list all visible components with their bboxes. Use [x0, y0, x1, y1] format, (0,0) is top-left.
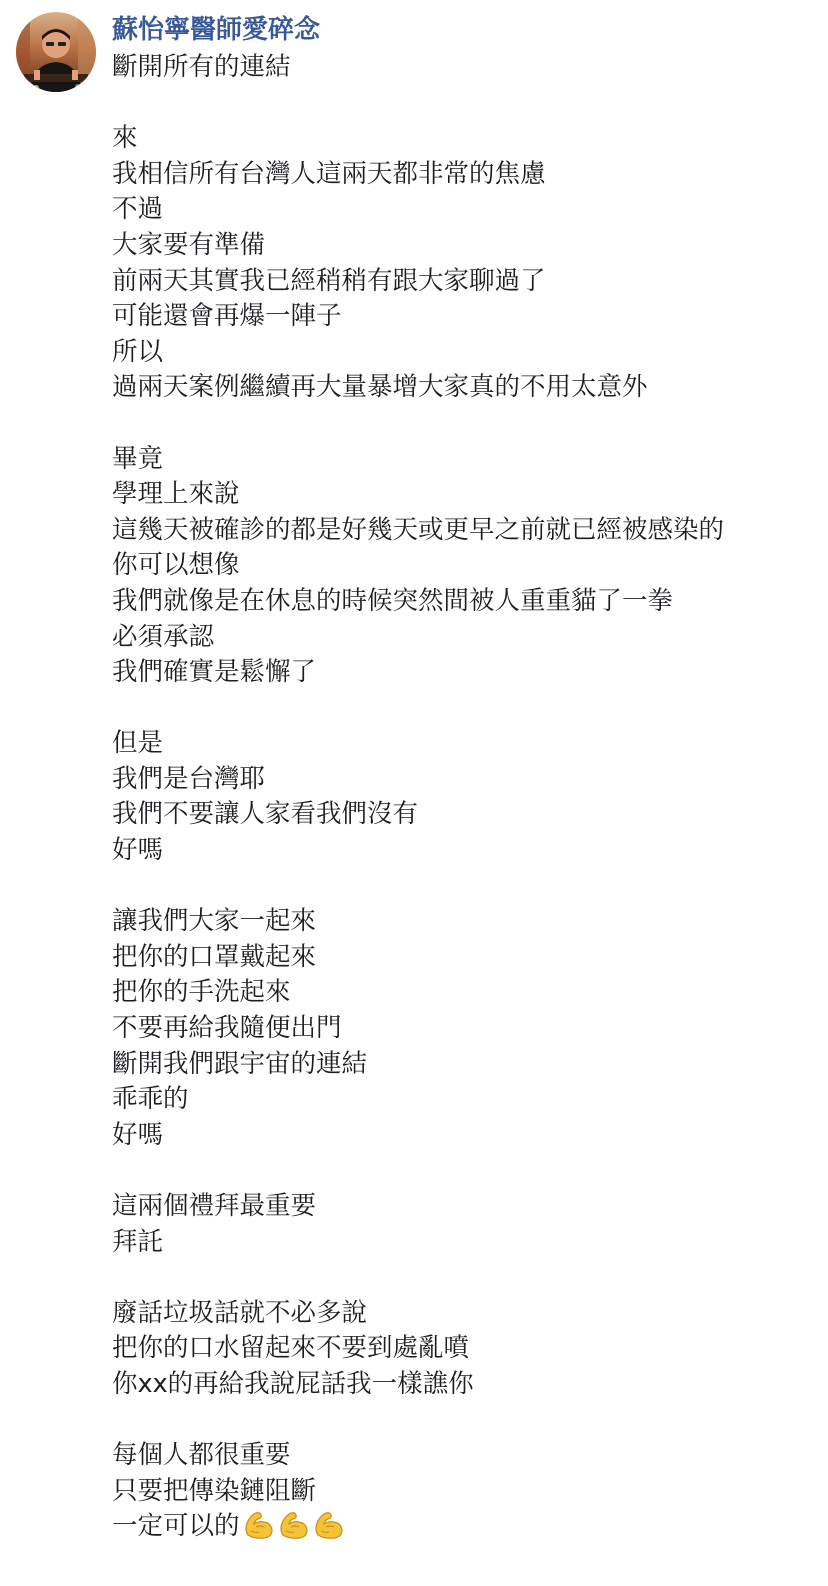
- post-line: [112, 655, 822, 691]
- paragraph-break: [112, 1403, 822, 1439]
- post-line: [112, 335, 822, 371]
- post-line-text: 好嗎: [112, 1119, 164, 1150]
- post-line-text: 每個人都很重要: [112, 1440, 291, 1471]
- post-line: [112, 1225, 822, 1261]
- post-line: [112, 584, 822, 620]
- post-line: [112, 726, 822, 762]
- post-line-text: 廢話垃圾話就不必多說: [112, 1297, 368, 1328]
- paragraph-break: [112, 406, 822, 442]
- post-line-text: 過兩天案例繼續再大量暴增大家真的不用太意外: [112, 372, 648, 403]
- post-line: [112, 1047, 822, 1083]
- post-line-text: 我們是台灣耶: [112, 763, 266, 794]
- post-line-text: 把你的手洗起來: [112, 977, 291, 1008]
- flexed-biceps-icon: [242, 1509, 274, 1539]
- post-body: [112, 50, 822, 1545]
- post-line: [112, 1189, 822, 1225]
- post-line-text: 拜託: [112, 1226, 164, 1257]
- post-line: [112, 228, 822, 264]
- post-line: [112, 1474, 822, 1510]
- post-line-text: 所以: [112, 336, 164, 367]
- post-line: [112, 548, 822, 584]
- post-line-text: 但是: [112, 728, 164, 759]
- post-line: [112, 192, 822, 228]
- post-line: [112, 1296, 822, 1332]
- post-line: [112, 1438, 822, 1474]
- paragraph-break: [112, 869, 822, 905]
- post-line-text: 可能還會再爆一陣子: [112, 301, 342, 332]
- post-line: [112, 477, 822, 513]
- post-line-text: 斷開我們跟宇宙的連結: [112, 1048, 368, 1079]
- post-line-text: 乖乖的: [112, 1084, 189, 1115]
- paragraph-break: [112, 86, 822, 122]
- post-line: [112, 797, 822, 833]
- post-line: [112, 121, 822, 157]
- author-avatar[interactable]: [16, 12, 96, 92]
- post-line: [112, 833, 822, 869]
- post-line-text: 我們不要讓人家看我們沒有: [112, 799, 419, 830]
- paragraph-break: [112, 1260, 822, 1296]
- post-line: [112, 1118, 822, 1154]
- post-line-text: 我們確實是鬆懈了: [112, 657, 317, 688]
- paragraph-break: [112, 691, 822, 727]
- post-line: [112, 370, 822, 406]
- post-line: [112, 1367, 822, 1403]
- post-line: [112, 50, 822, 86]
- flexed-biceps-icon: [312, 1509, 344, 1539]
- post-line: [112, 442, 822, 478]
- post-line-text: 大家要有準備: [112, 229, 266, 260]
- post-line-text: 不過: [112, 194, 164, 225]
- post-line-text: 好嗎: [112, 835, 164, 866]
- post-line-text: 把你的口罩戴起來: [112, 941, 317, 972]
- post-line-text: 讓我們大家一起來: [112, 906, 317, 937]
- author-name[interactable]: 蘇怡寧醫師愛碎念: [112, 15, 321, 45]
- post-line-text: 學理上來說: [112, 479, 240, 510]
- post-line-text: 前兩天其實我已經稍稍有跟大家聊過了: [112, 265, 546, 296]
- flexed-biceps-icon: [277, 1509, 309, 1539]
- post-text: [112, 50, 822, 1545]
- post-line: [112, 299, 822, 335]
- paragraph-break: [112, 1153, 822, 1189]
- post-line-text: 你可以想像: [112, 550, 240, 581]
- post-line-text: 你xx的再給我說屁話我一樣譙你: [112, 1368, 474, 1399]
- post-line-text: 這兩個禮拜最重要: [112, 1191, 317, 1221]
- post-line-text: 只要把傳染鏈阻斷: [112, 1475, 317, 1506]
- post-line: [112, 904, 822, 940]
- post-line-text: 一定可以的: [112, 1511, 240, 1542]
- post-line: [112, 1011, 822, 1047]
- post-line: [112, 940, 822, 976]
- avatar-photo-icon: [16, 12, 96, 92]
- post-line-text: 我們就像是在休息的時候突然間被人重重貓了一拳: [112, 585, 674, 616]
- post-line: [112, 513, 822, 549]
- closing-emojis: [242, 1509, 347, 1550]
- post-line: [112, 620, 822, 656]
- post-line-text: 必須承認: [112, 621, 215, 652]
- post-line-text: 來: [112, 123, 138, 154]
- post-line-text: 我相信所有台灣人這兩天都非常的焦慮: [112, 158, 546, 189]
- post-line-text: 畢竟: [112, 443, 164, 474]
- post-line: [112, 264, 822, 300]
- post-line-text: 這幾天被確診的都是好幾天或更早之前就已經被感染的: [112, 514, 725, 545]
- post-line: [112, 1082, 822, 1118]
- post-line-text: 不要再給我隨便出門: [112, 1013, 342, 1044]
- post-line: [112, 762, 822, 798]
- post-line-text: 把你的口水留起來不要到處亂噴: [112, 1333, 470, 1364]
- post-line-text: 斷開所有的連結: [112, 52, 291, 82]
- post-line: [112, 1509, 822, 1545]
- post-line: [112, 975, 822, 1011]
- post-line: [112, 1331, 822, 1367]
- post-line: [112, 157, 822, 193]
